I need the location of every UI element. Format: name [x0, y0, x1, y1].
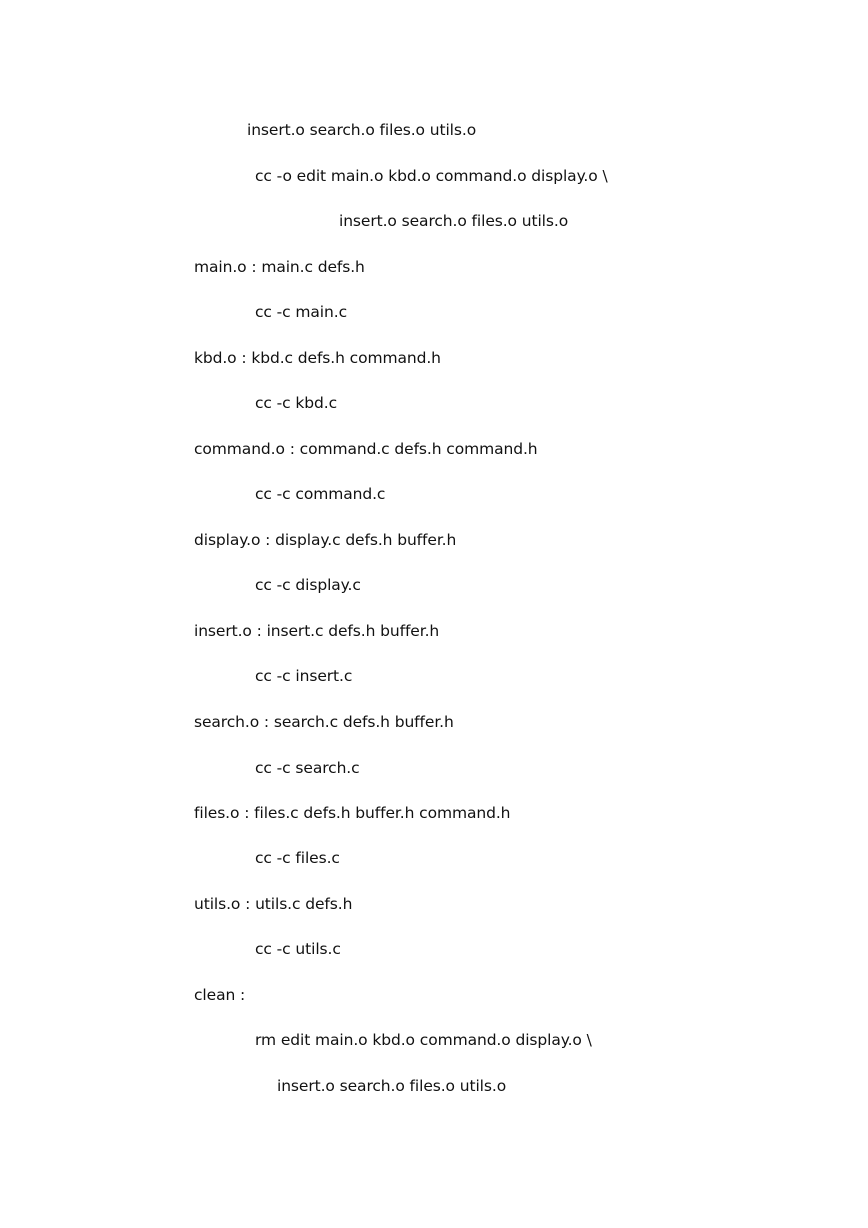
- makefile-target-line: files.o : files.c defs.h buffer.h command.h: [194, 804, 511, 822]
- makefile-command-line: cc -c files.c: [255, 849, 340, 867]
- makefile-target-line: main.o : main.c defs.h: [194, 258, 365, 276]
- makefile-line: insert.o search.o files.o utils.o: [247, 121, 477, 139]
- makefile-command-line: rm edit main.o kbd.o command.o display.o \: [255, 1031, 592, 1049]
- makefile-target-line: clean :: [194, 986, 246, 1004]
- makefile-command-line: cc -c display.c: [255, 576, 361, 594]
- makefile-command-line: cc -c main.c: [255, 303, 347, 321]
- makefile-target-line: display.o : display.c defs.h buffer.h: [194, 531, 457, 549]
- makefile-command-line: cc -c kbd.c: [255, 394, 338, 412]
- makefile-target-line: utils.o : utils.c defs.h: [194, 895, 353, 913]
- makefile-command-line: cc -c utils.c: [255, 940, 341, 958]
- makefile-target-line: insert.o : insert.c defs.h buffer.h: [194, 622, 440, 640]
- makefile-command-line: cc -c search.c: [255, 759, 360, 777]
- makefile-target-line: search.o : search.c defs.h buffer.h: [194, 713, 454, 731]
- makefile-command-line: insert.o search.o files.o utils.o: [277, 1077, 507, 1095]
- makefile-target-line: command.o : command.c defs.h command.h: [194, 440, 538, 458]
- makefile-command-line: cc -c command.c: [255, 485, 386, 503]
- makefile-target-line: kbd.o : kbd.c defs.h command.h: [194, 349, 441, 367]
- makefile-line: cc -o edit main.o kbd.o command.o display.o \: [255, 167, 608, 185]
- makefile-line: insert.o search.o files.o utils.o: [339, 212, 569, 230]
- makefile-command-line: cc -c insert.c: [255, 667, 353, 685]
